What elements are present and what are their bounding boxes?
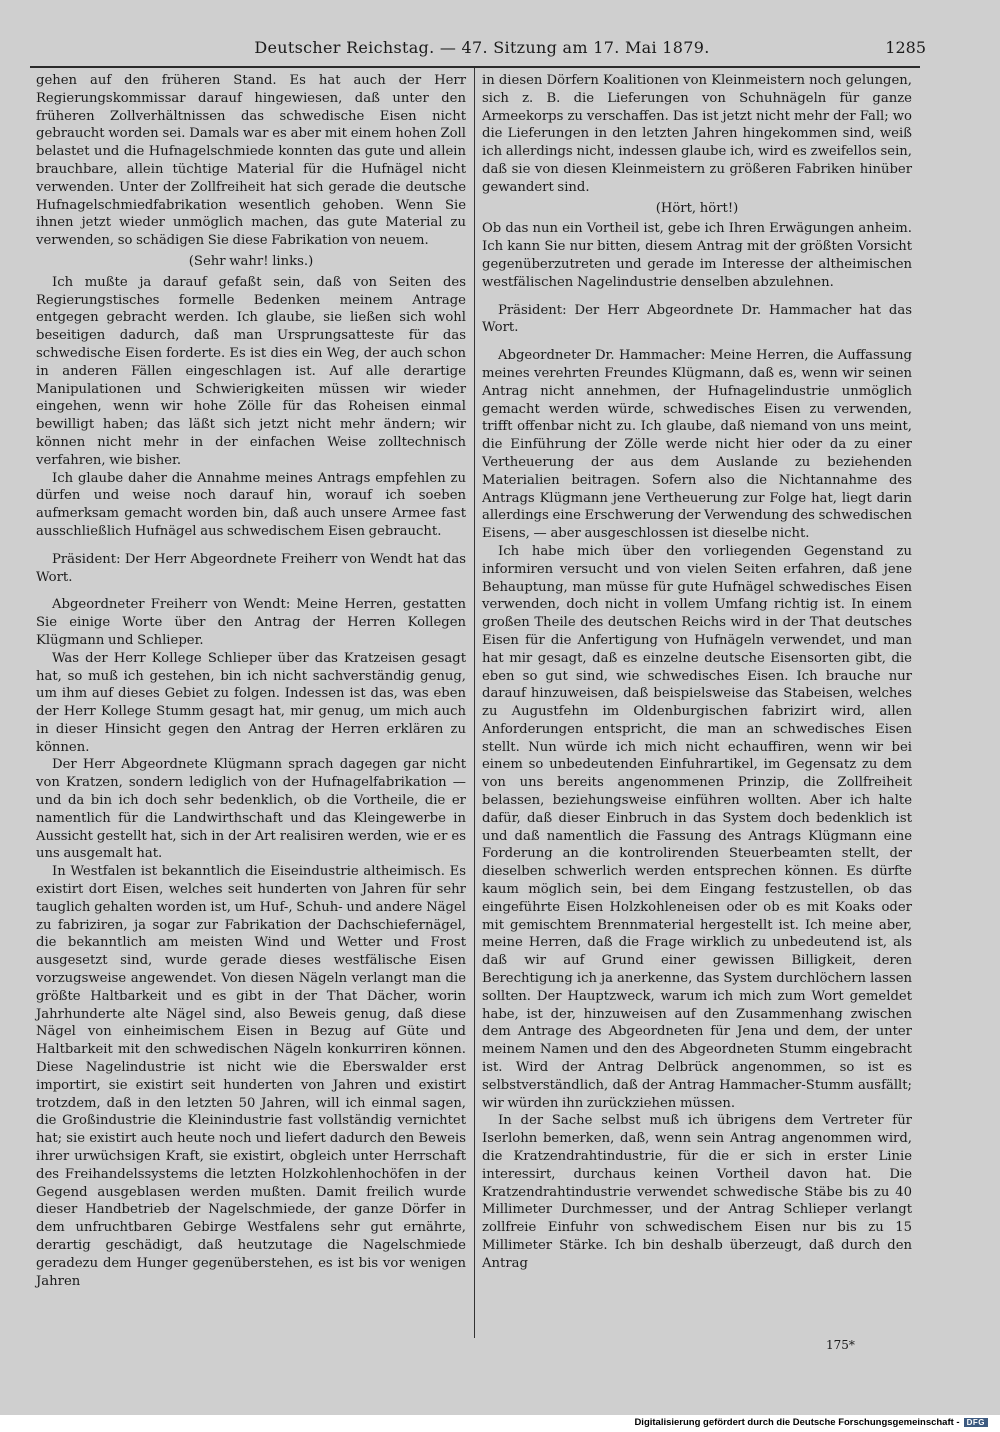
column-divider bbox=[474, 68, 475, 1338]
paragraph: In Westfalen ist bekanntlich die Eiseindustrie altheimisch. Es existirt dort Eisen, welches seit hunderten von Jahren für sehr tauglich gehalten worden ist, um Huf-, Schuh- und andere Nägel zu fabriziren, ja sogar zur Fabrikation der Dachschiefernägel, die bekanntlich am meisten Wind und Wetter und Frost ausgesetzt sind, wurde gerade dieses westfälische Eisen vorzugsweise angewendet. Von diesen Nägeln verlangt man die größte Haltbarkeit und es gibt in der That Dächer, worin Jahrhunderte alte Nägel sind, also Beweis genug, daß diese Nägel von einheimischem Eisen in Bezug auf Güte und Haltbarkeit mit den schwedischen Nägeln konkurriren können. Diese Nagelindustrie ist nicht wie die Eberswalder erst importirt, sie existirt seit hunderten von Jahren und existirt trotzdem, daß in den letzten 50 Jahren, will ich einmal sagen, die Großindustrie die Kleinindustrie fast vollständig vernichtet hat; sie existirt auch heute noch und liefert dadurch den Beweis ihrer urwüchsigen Kraft, sie existirt, obgleich unter Herrschaft des Freihandelssystems die letzten Holzkohlenhochöfen in der Gegend ausgeblasen werden mußten. Damit freilich wurde dieser Handbetrieb der Nagelschmiede, der ganze Dörfer in dem unfruchtbaren Gebirge Westfalens sehr gut ernährte, derartig geschädigt, daß heutzutage die Nagelschmiede geradezu dem Hunger gegenüberstehen, es ist bis vor wenigen Jahren bbox=[36, 864, 466, 1289]
paragraph: Ob das nun ein Vortheil ist, gebe ich Ihren Erwägungen anheim. Ich kann Sie nur bitten, diesem Antrag mit der größten Vorsicht gegenüberzutreten und gerade im Interesse der altheimischen westfälischen Nagelindustrie denselben abzulehnen. bbox=[482, 221, 912, 290]
page-header bbox=[38, 38, 926, 62]
paragraph: Was der Herr Kollege Schlieper über das Kratzeisen gesagt hat, so muß ich gestehen, bin ich nicht sachverständig genug, um ihm auf dieses Gebiet zu folgen. Indessen ist das, was eben der Herr Kollege Stumm gesagt hat, mir genug, um mich auch in dieser Hinsicht gegen den Antrag der Herren erklären zu können. bbox=[36, 650, 466, 755]
paragraph: in diesen Dörfern Koalitionen von Kleinmeistern noch gelungen, sich z. B. die Lieferungen von Schuhnägeln für ganze Armeekorps zu verschaffen. Das ist jetzt nicht mehr der Fall; wo die Lieferungen in den letzten Jahren hingekommen sind, weiß ich allerdings nicht, indessen glaube ich, wird es zweifellos sein, daß sie von diesen Kleinmeistern zu größeren Fabriken hinüber gewandert sind. bbox=[482, 73, 912, 195]
left-column bbox=[36, 72, 466, 1290]
signature-mark: 175* bbox=[826, 1338, 855, 1352]
paragraph: Ich mußte ja darauf gefaßt sein, daß von Seiten des Regierungstisches formelle Bedenken meinem Antrage entgegen gebracht werden. Ich glaube, sie ließen sich wohl beseitigen dadurch, daß man Ursprungsatteste für das schwedische Eisen forderte. Es ist dies ein Weg, der auch schon in anderen Fällen eingeschlagen ist. Auf alle derartige Manipulationen und Schwierigkeiten müssen wir wieder eingehen, wenn wir hohe Zölle für das Roheisen einmal bewilligt haben; das läßt sich jetzt nicht mehr ändern; wir können nicht mehr in der einfachen Weise zolltechnisch verfahren, wie bisher. bbox=[36, 274, 466, 468]
digitization-footer bbox=[634, 1417, 988, 1428]
paragraph: In der Sache selbst muß ich übrigens dem Vertreter für Iserlohn bemerken, daß, wenn sein Antrag angenommen wird, die Kratzendrahtindustrie, für die er sich in erster Linie interessirt, durchaus keinen Vortheil davon hat. Die Kratzendrahtindustrie verwendet schwedische Stäbe bis zu 40 Millimeter Durchmesser, und der Antrag Schlieper verlangt zollfreie Einfuhr von schwedischem Eisen nur bis zu 15 Millimeter Stärke. Ich bin deshalb überzeugt, daß durch den Antrag bbox=[482, 1113, 912, 1271]
paragraph: Der Herr Abgeordnete Klügmann sprach dagegen gar nicht von Kratzen, sondern lediglich von der Hufnagelfabrikation — und da bin ich doch sehr bedenklich, ob die Vortheile, die er namentlich für die Landwirthschaft und das Kleingewerbe in Aussicht gestellt hat, sich in der Art realisiren werden, wie er es uns ausgemalt hat. bbox=[36, 757, 466, 862]
right-column bbox=[482, 72, 912, 1273]
speaker-paragraph: Präsident: Der Herr Abgeordnete Freiherr von Wendt hat das Wort. bbox=[36, 551, 466, 585]
speaker-paragraph: Präsident: Der Herr Abgeordnete Dr. Hammacher hat das Wort. bbox=[482, 302, 912, 336]
running-title: Deutscher Reichstag. — 47. Sitzung am 17. Mai 1879. bbox=[254, 38, 710, 57]
interjection: (Hört, hört!) bbox=[655, 200, 739, 216]
paragraph: gehen auf den früheren Stand. Es hat auch der Herr Regierungskommissar darauf hingewiesen, daß unter den früheren Zollverhältnissen das schwedische Eisen nicht gebraucht worden sei. Damals war es aber mit einem hohen Zoll belastet und die Hufnagelschmiede konnten das gute und allein brauchbare, allein tüchtige Material für die Hufnägel nicht verwenden. Unter der Zollfreiheit hat sich gerade die deutsche Hufnagelschmiedfabrikation wesentlich gehoben. Wenn Sie ihnen jetzt wieder unmöglich machen, das gute Material zu verwenden, so schädigen Sie diese Fabrikation von neuem. bbox=[36, 73, 466, 249]
dfg-logo: DFG bbox=[964, 1418, 988, 1427]
paragraph: Ich habe mich über den vorliegenden Gegenstand zu informiren versucht und von vielen Seiten erfahren, daß jene Behauptung, man müsse für gute Hufnägel schwedisches Eisen verwenden, doch nicht in vollem Umfang richtig ist. In einem großen Theile des deutschen Reichs wird in der That deutsches Eisen für die Anfertigung von Hufnägeln verwendet, und man hat mir gesagt, daß es einzelne deutsche Eisensorten gibt, die eben so gut sind, wie schwedisches Eisen. Ich brauche nur darauf hinzuweisen, daß beispielsweise das Stabeisen, welches zu Augustfehn im Oldenburgischen fabrizirt wird, allen Anforderungen entspricht, die man an schwedisches Eisen stellt. Nun würde ich mich nicht echauffiren, wenn wir bei einem so unbedeutenden Einfuhrartikel, im Gegensatz zu dem von uns bereits angenommenen Prinzip, die Zollfreiheit belassen, beziehungsweise einführen wollten. Aber ich halte dafür, daß dieser Einbruch in das System doch bedenklich ist und daß namentlich die Fassung des Antrags Klügmann eine Forderung an die kontrolirenden Steuerbeamten stellt, der dieselben schwerlich werden entsprechen können. Es dürfte kaum möglich sein, bei dem Eingang festzustellen, ob das eingeführte Eisen Holzkohleneisen oder ob es mit Koaks oder mit gemischtem Brennmaterial hergestellt ist. Ich meine aber, meine Herren, daß die Frage wirklich zu unbedeutend ist, als daß wir auf Grund einer gewissen Billigkeit, deren Berechtigung ich ja anerkenne, das System durchlöchern lassen sollten. Der Hauptzweck, warum ich mich zum Wort gemeldet habe, ist der, hinzuweisen auf den Zusammenhang zwischen dem Antrage des Abgeordneten für Jena und dem, der unter meinem Namen und den des Abgeordneten Stumm eingebracht ist. Wird der Antrag Delbrück angenommen, so ist es selbstverständlich, daß der Antrag Hammacher-Stumm ausfällt; wir würden ihn zurückziehen müssen. bbox=[482, 543, 912, 1111]
footer-text: Digitalisierung gefördert durch die Deutsche Forschungsgemeinschaft - bbox=[634, 1417, 960, 1428]
paragraph: Ich glaube daher die Annahme meines Antrags empfehlen zu dürfen und weise noch darauf hin, worauf ich soeben aufmerksam gemacht worden bin, daß auch unsere Armee fast ausschließlich Hufnägel aus schwedischem Eisen gebraucht. bbox=[36, 470, 466, 539]
speaker-paragraph: Abgeordneter Dr. Hammacher: Meine Herren, die Auffassung meines verehrten Freundes Klügmann, daß es, wenn wir seinen Antrag nicht annehmen, der Hufnagelindustrie unmöglich gemacht werden würde, schwedisches Eisen zu verwenden, trifft offenbar nicht zu. Ich glaube, daß niemand von uns meint, die Einführung der Zölle werde nicht hier oder da zu einer Vertheuerung der aus dem Auslande zu beziehenden Materialien beitragen. Sofern also die Nichtannahme des Antrags Klügmann jene Vertheuerung zur Folge hat, liegt darin allerdings eine Erschwerung der Verwendung des schwedischen Eisens, — aber ausgeschlossen ist dieselbe nicht. bbox=[482, 348, 912, 542]
header-rule bbox=[30, 66, 920, 68]
interjection: (Sehr wahr! links.) bbox=[188, 253, 314, 269]
page-number: 1285 bbox=[885, 38, 926, 57]
speaker-paragraph: Abgeordneter Freiherr von Wendt: Meine Herren, gestatten Sie einige Worte über den Antrag der Herren Kollegen Klügmann und Schlieper. bbox=[36, 597, 466, 648]
